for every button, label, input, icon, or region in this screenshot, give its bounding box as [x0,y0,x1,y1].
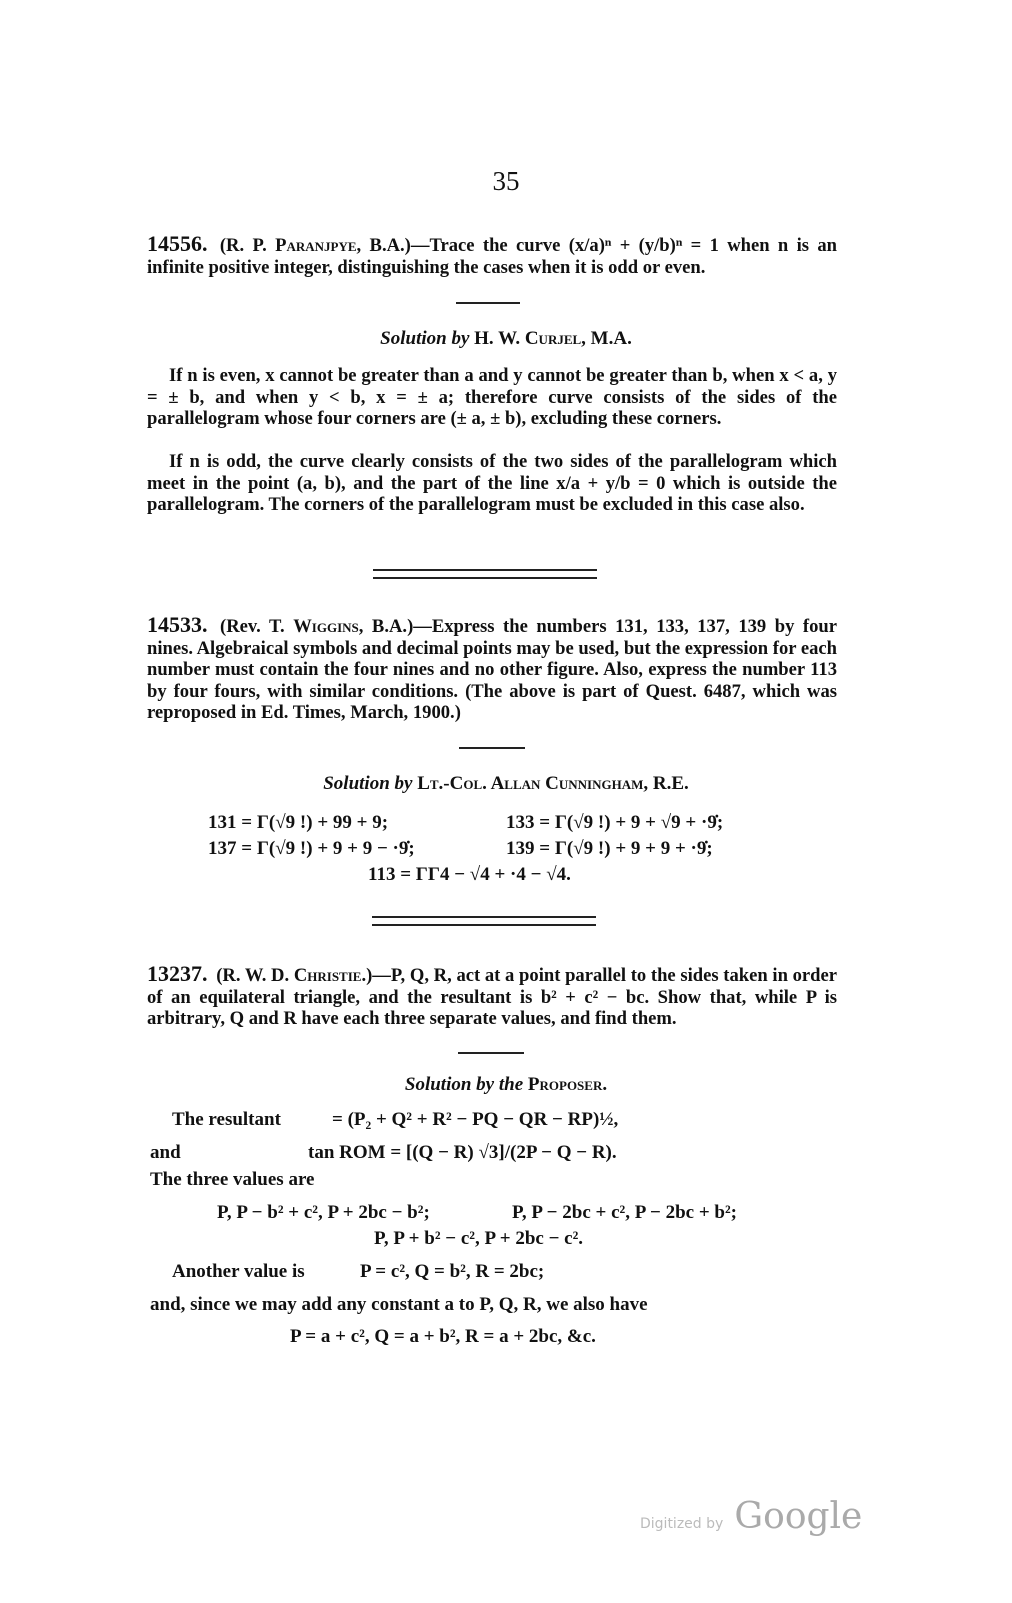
equation-139: 139 = Γ(√9 !) + 9 + 9 + ·9̇; [506,838,713,859]
resultant-equation: = (P₂ + Q² + R² − PQ − QR − RP)½, [332,1109,619,1130]
resultant-label: The resultant [172,1109,281,1130]
question-text-before: (R. W. D. [216,965,294,986]
question-number: 14533. [147,612,208,637]
question-13237 [147,963,837,1030]
solution-para-1: If n is even, x cannot be greater than a and y cannot be greater than b, when x < a, y = ± b, and when y < b, x = ± a; therefore curve consists of the sides of the parallelogram whose four corners are (± a, ± b), excluding these corners. [147,365,837,429]
solution-heading [0,773,1012,795]
solution-author: H. W. Curjel, M.A. [474,328,632,349]
tan-equation: tan ROM = [(Q − R) √3]/(2P − Q − R). [308,1142,617,1163]
question-text-before: (R. P. [219,235,276,256]
solution-para-2: If n is odd, the curve clearly consists of the two sides of the parallelogram which meet in the point (a, b), and the part of the line x/a + y/b = 0 which is outside the parallelogram. The corners of the parallelogram must be excluded in this case also. [147,451,837,515]
question-author: Christie [293,965,362,986]
question-text: , B.A.)—Trace the curve (x/a)ⁿ + (y/b)ⁿ = 1 when n is an infinite positive integer, distinguishing the cases when it is odd or even. [147,235,837,278]
values-row-2: P, P − 2bc + c², P − 2bc + b²; [512,1202,738,1223]
question-number: 13237. [147,961,208,986]
page-number: 35 [492,166,520,196]
values-row-1: P, P − b² + c², P + 2bc − b²; [217,1202,430,1223]
double-rule [373,569,597,579]
solution-prefix: Solution by [323,773,413,794]
question-author: Wiggins [293,616,359,637]
question-number: 14556. [147,231,208,256]
short-rule [459,747,525,749]
short-rule [458,1052,524,1054]
equation-137: 137 = Γ(√9 !) + 9 + 9 − ·9̇; [208,838,415,859]
question-text: , B.A.)—Express the numbers 131, 133, 137, 139 by four nines. Algebraical symbols and decimal points may be used, but the expression for each number must contain the four nines and no other figure. Also, express the number 113 by four fours, with similar conditions. (The above is part of Quest. 6487, which was reproposed in Ed. Times, March, 1900.) [147,616,837,723]
question-author: Paranjpye [275,235,357,256]
another-value-equation: P = c², Q = b², R = 2bc; [360,1261,545,1282]
digitized-watermark [640,1496,862,1537]
and-label: and [150,1142,181,1163]
another-value-label: Another value is [172,1261,305,1282]
equation-133: 133 = Γ(√9 !) + 9 + √9 + ·9̇; [506,812,724,833]
solution-heading [0,1074,1012,1096]
solution-prefix: Solution by the [404,1074,524,1095]
since-line: and, since we may add any constant a to P, Q, R, we also have [150,1294,648,1315]
three-values-label: The three values are [150,1169,315,1190]
question-14556 [147,233,837,278]
question-text-before: (Rev. T. [220,616,294,637]
solution-heading [0,328,1012,350]
watermark-small: Digitized by [640,1516,724,1532]
solution-prefix: Solution by [380,328,470,349]
double-rule [372,916,596,926]
equation-131: 131 = Γ(√9 !) + 99 + 9; [208,812,389,833]
short-rule [456,302,520,304]
question-text: .)—P, Q, R, act at a point parallel to the sides taken in order of an equilateral triangle, and the resultant is b² + c² − bc. Show that, while P is arbitrary, Q and R have each three separate values, and find them. [147,965,837,1029]
final-equation: P = a + c², Q = a + b², R = a + 2bc, &c. [290,1326,596,1347]
solution-author: Lt.-Col. Allan Cunningham, R.E. [417,773,689,794]
google-logo: Google [734,1496,863,1537]
values-row-3: P, P + b² − c², P + 2bc − c². [374,1228,584,1249]
question-14533 [147,614,837,724]
solution-author: Proposer. [527,1074,608,1095]
equation-113: 113 = ΓΓ4 − √4 + ·4 − √4. [368,864,571,885]
